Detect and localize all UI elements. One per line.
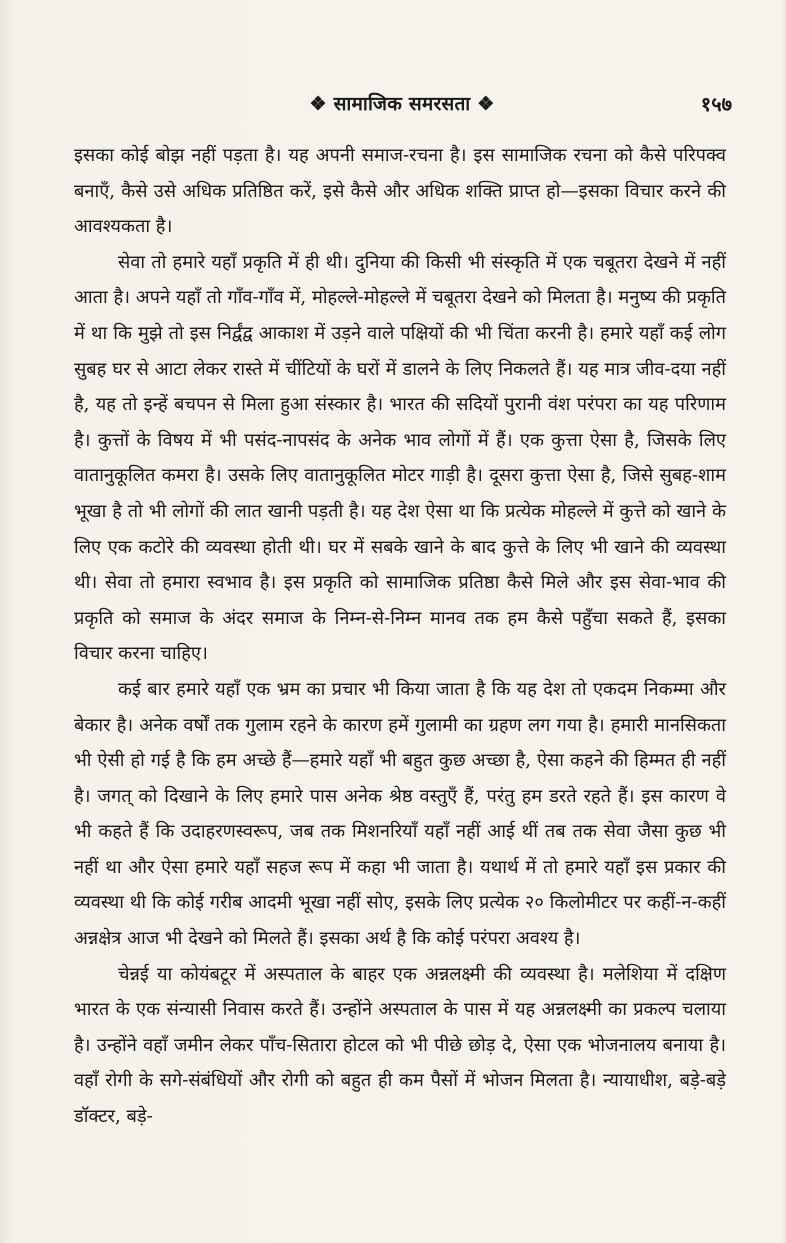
paragraph-3: कई बार हमारे यहाँ एक भ्रम का प्रचार भी किया जाता है कि यह देश तो एकदम निकम्मा और बेकार है। अनेक वर्षों तक गुलाम रहने के कारण हमें गुलामी का ग्रहण लग गया है। हमारी मानसिकता भी ऐसी हो गई है कि हम अच्छे हैं—हमारे यहाँ भी बहुत कुछ अच्छा है, ऐसा कहने की हिम्मत ही नहीं है। जगत् को दिखाने के लिए हमारे पास अनेक श्रेष्ठ वस्तुएँ हैं, परंतु हम डरते रहते हैं। इस कारण वे भी कहते हैं कि उदाहरणस्वरूप, जब तक मिशनरियाँ यहाँ नहीं आई थीं तब तक सेवा जैसा कुछ भी नहीं था और ऐसा हमारे यहाँ सहज रूप में कहा भी जाता है। यथार्थ में तो हमारे यहाँ इस प्रकार की व्यवस्था थी कि कोई गरीब आदमी भूखा नहीं सोए, इसके लिए प्रत्येक २० किलोमीटर पर कहीं-न-कहीं अन्नक्षेत्र आज भी देखने को मिलते हैं। इसका अर्थ है कि कोई परंपरा अवश्य है। bbox=[74, 678, 726, 950]
page-header bbox=[72, 90, 732, 122]
running-title: ❖ सामाजिक समरसता ❖ bbox=[309, 93, 495, 115]
body-text bbox=[74, 138, 726, 1135]
page-number: १५७ bbox=[700, 92, 732, 116]
paragraph-1: इसका कोई बोझ नहीं पड़ता है। यह अपनी समाज-रचना है। इस सामाजिक रचना को कैसे परिपक्व बनाएँ, कैसे उसे अधिक प्रतिष्ठित करें, इसे कैसे और अधिक शक्ति प्राप्त हो—इसका विचार करने की आवश्यकता है। bbox=[74, 145, 726, 238]
paragraph-2: सेवा तो हमारे यहाँ प्रकृति में ही थी। दुनिया की किसी भी संस्कृति में एक चबूतरा देखने में नहीं आता है। अपने यहाँ तो गाँव-गाँव में, मोहल्ले-मोहल्ले में चबूतरा देखने को मिलता है। मनुष्य की प्रकृति में था कि मुझे तो इस निर्द्वंद्व आकाश में उड़ने वाले पक्षियों की भी चिंता करनी है। हमारे यहाँ कई लोग सुबह घर से आटा लेकर रास्ते में चींटियों के घरों में डालने के लिए निकलते हैं। यह मात्र जीव-दया नहीं है, यह तो इन्हें बचपन से मिला हुआ संस्कार है। भारत की सदियों पुरानी वंश परंपरा का यह परिणाम है। कुत्तों के विषय में भी पसंद-नापसंद के अनेक भाव लोगों में हैं। एक कुत्ता ऐसा है, जिसके लिए वातानुकूलित कमरा है। उसके लिए वातानुकूलित मोटर गाड़ी है। दूसरा कुत्ता ऐसा है, जिसे सुबह-शाम भूखा है तो भी लोगों की लात खानी पड़ती है। यह देश ऐसा था कि प्रत्येक मोहल्ले में कुत्ते को खाने के लिए एक कटोरे की व्यवस्था होती थी। घर में सबके खाने के बाद कुत्ते के लिए भी खाने की व्यवस्था थी। सेवा तो हमारा स्वभाव है। इस प्रकृति को सामाजिक प्रतिष्ठा कैसे मिले और इस सेवा-भाव की प्रकृति को समाज के अंदर समाज के निम्न-से-निम्न मानव तक हम कैसे पहुँचा सकते हैं, इसका विचार करना चाहिए। bbox=[74, 251, 726, 665]
paragraph-4: चेन्नई या कोयंबटूर में अस्पताल के बाहर एक अन्नलक्ष्मी की व्यवस्था है। मलेशिया में दक्षिण भारत के एक संन्यासी निवास करते हैं। उन्होंने अस्पताल के पास में यह अन्नलक्ष्मी का प्रकल्प चलाया है। उन्होंने वहाँ जमीन लेकर पाँच-सितारा होटल को भी पीछे छोड़ दे, ऐसा एक भोजनालय बनाया है। वहाँ रोगी के सगे-संबंधियों और रोगी को बहुत ही कम पैसों में भोजन मिलता है। न्यायाधीश, बड़े-बड़े डॉक्टर, बड़े- bbox=[74, 963, 726, 1128]
